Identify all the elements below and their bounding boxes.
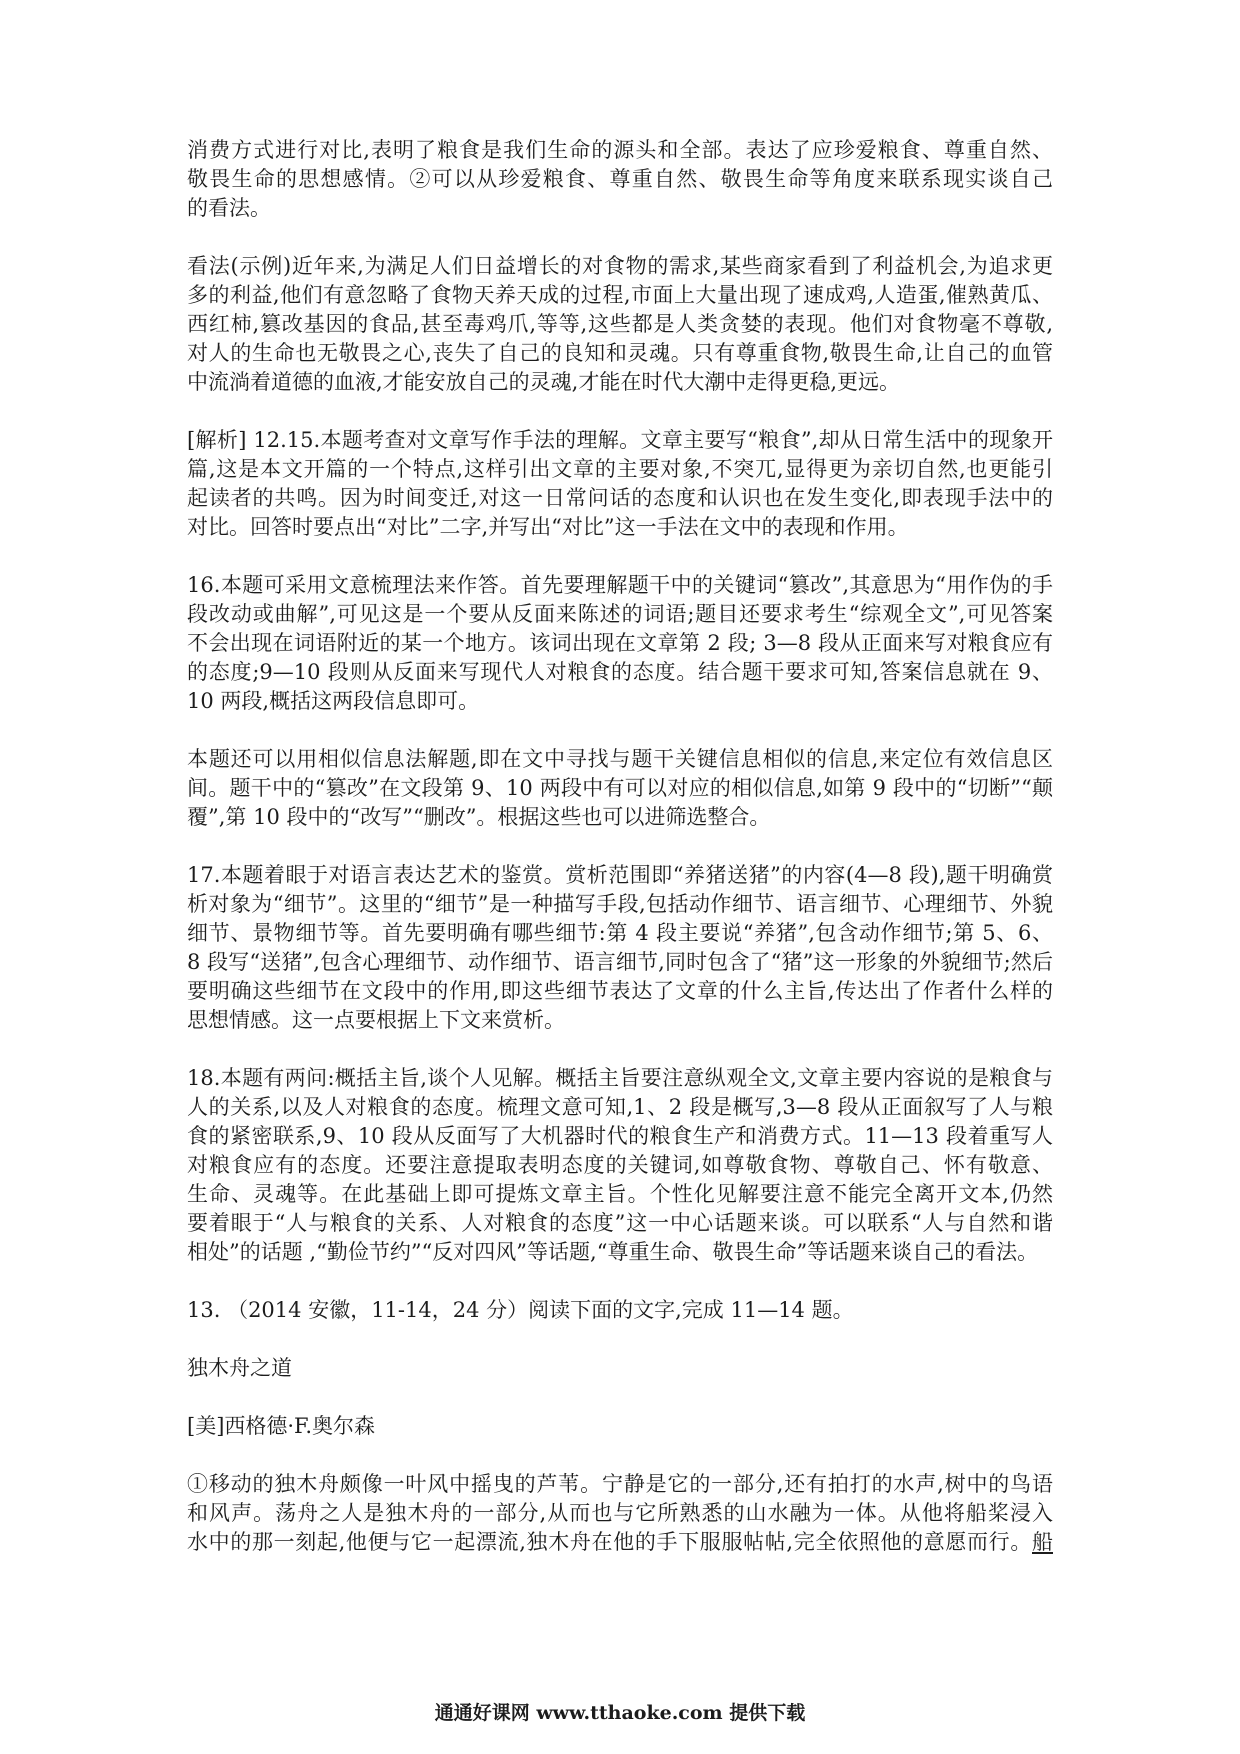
text-line: 本题还可以用相似信息法解题,即在文中寻找与题干关键信息相似的信息,来定位有效信息区 [187, 747, 1053, 771]
text-line: [美]西格德·F.奥尔森 [187, 1414, 376, 1438]
text-line: 篇,这是本文开篇的一个特点,这样引出文章的主要对象,不突兀,显得更为亲切自然,也更能引 [187, 457, 1053, 481]
text-line: ①移动的独木舟颇像一叶风中摇曳的芦苇。宁静是它的一部分,还有拍打的水声,树中的鸟语 [187, 1472, 1053, 1496]
text-line: 相处”的话题 ,“勤俭节约”“反对四风”等话题,“尊重生命、敬畏生命”等话题来谈自己的看法。 [187, 1240, 1039, 1264]
analysis-q16-paragraph [187, 571, 1053, 716]
text-line: 起读者的共鸣。因为时间变迁,对这一日常问话的态度和认识也在发生变化,即表现手法中的 [187, 486, 1053, 510]
text-line: 不会出现在词语附近的某一个地方。该词出现在文章第 2 段; 3—8 段从正面来写对粮食应有 [187, 631, 1053, 655]
text-line: 西红柿,篡改基因的食品,甚至毒鸡爪,等等,这些都是人类贪婪的表现。他们对食物毫不尊敬, [187, 312, 1053, 336]
text-line: 8 段写“送猪”,包含心理细节、动作细节、语言细节,同时包含了“猪”这一形象的外貌细节;然后 [187, 950, 1053, 974]
text-line: 要明确这些细节在文段中的作用,即这些细节表达了文章的什么主旨,传达出了作者什么样的 [187, 979, 1053, 1003]
text-line: 多的利益,他们有意忽略了食物天养天成的过程,市面上大量出现了速成鸡,人造蛋,催熟黄瓜、 [187, 283, 1053, 307]
example-view-paragraph [187, 252, 1053, 397]
question-13-heading [187, 1296, 1053, 1325]
text-line: 要着眼于“人与粮食的关系、人对粮食的态度”这一中心话题来谈。可以联系“人与自然和谐 [187, 1211, 1053, 1235]
text-line: 看法(示例)近年来,为满足人们日益增长的对食物的需求,某些商家看到了利益机会,为追求更 [187, 254, 1053, 278]
text-line: 16.本题可采用文意梳理法来作答。首先要理解题干中的关键词“篡改”,其意思为“用作伪的手 [187, 573, 1053, 597]
footer-source: 通通好课网 www.tthaoke.com 提供下载 [434, 1702, 806, 1724]
analysis-q18-paragraph [187, 1064, 1053, 1267]
text-line: 人的关系,以及人对粮食的态度。梳理文意可知,1、2 段是概写,3—8 段从正面叙写了人与粮 [187, 1095, 1053, 1119]
text-line: 覆”,第 10 段中的“改写”“删改”。根据这些也可以进筛选整合。 [187, 805, 771, 829]
passage-author [187, 1412, 1053, 1441]
text-line: 细节、景物细节等。首先要明确有哪些细节:第 4 段主要说“养猪”,包含动作细节;第 5、6、 [187, 921, 1053, 945]
text-line: 对人的生命也无敬畏之心,丧失了自己的良知和灵魂。只有尊重食物,敬畏生命,让自己的血管 [187, 341, 1053, 365]
text-line: 的态度;9—10 段则从反面来写现代人对粮食的态度。结合题干要求可知,答案信息就在 9、 [187, 660, 1053, 684]
text-line: 的看法。 [187, 196, 271, 220]
text-line: 段改动或曲解”,可见这是一个要从反面来陈述的词语;题目还要求考生“综观全文”,可见答案 [187, 602, 1053, 626]
text-line: 消费方式进行对比,表明了粮食是我们生命的源头和全部。表达了应珍爱粮食、尊重自然、 [187, 138, 1053, 162]
text-line: 食的紧密联系,9、10 段从反面写了大机器时代的粮食生产和消费方式。11—13 段着重写人 [187, 1124, 1053, 1148]
text-line-content: 水中的那一刻起,他便与它一起漂流,独木舟在他的手下服服帖帖,完全依照他的意愿而行。 [187, 1530, 1032, 1554]
analysis-q17-paragraph [187, 861, 1053, 1035]
text-line: 思想情感。这一点要根据上下文来赏析。 [187, 1008, 565, 1032]
text-line: 中流淌着道德的血液,才能安放自己的灵魂,才能在时代大潮中走得更稳,更远。 [187, 370, 901, 394]
text-line: [解析] 12.15.本题考查对文章写作手法的理解。文章主要写“粮食”,却从日常生活中的现象开 [187, 428, 1053, 452]
text-line: 独木舟之道 [187, 1356, 292, 1380]
text-line [187, 1528, 1053, 1557]
text-line: 生命、灵魂等。在此基础上即可提炼文章主旨。个性化见解要注意不能完全离开文本,仍然 [187, 1182, 1053, 1206]
passage-title [187, 1354, 1053, 1383]
passage-paragraph-1 [187, 1470, 1053, 1557]
text-line: 间。题干中的“篡改”在文段第 9、10 两段中有可以对应的相似信息,如第 9 段中的“切断”“颠 [187, 776, 1053, 800]
text-line: 17.本题着眼于对语言表达艺术的鉴赏。赏析范围即“养猪送猪”的内容(4—8 段),题干明确赏 [187, 863, 1053, 887]
text-line: 敬畏生命的思想感情。②可以从珍爱粮食、尊重自然、敬畏生命等角度来联系现实谈自己 [187, 167, 1053, 191]
answer-paragraph [187, 136, 1053, 223]
text-line: 13. （2014 安徽，11-14，24 分）阅读下面的文字,完成 11—14 题。 [187, 1298, 854, 1322]
document-body [187, 136, 1053, 1586]
analysis-q12-15-paragraph [187, 426, 1053, 542]
text-line: 析对象为“细节”。这里的“细节”是一种描写手段,包括动作细节、语言细节、心理细节、外貌 [187, 892, 1053, 916]
text-line: 对比。回答时要点出“对比”二字,并写出“对比”这一手法在文中的表现和作用。 [187, 515, 909, 539]
underlined-text: 船 [1032, 1530, 1053, 1554]
text-line: 和风声。荡舟之人是独木舟的一部分,从而也与它所熟悉的山水融为一体。从他将船桨浸入 [187, 1501, 1053, 1525]
analysis-q16-alternative-paragraph [187, 745, 1053, 832]
text-line: 对粮食应有的态度。还要注意提取表明态度的关键词,如尊敬食物、尊敬自己、怀有敬意、 [187, 1153, 1053, 1177]
text-line: 18.本题有两问:概括主旨,谈个人见解。概括主旨要注意纵观全文,文章主要内容说的是粮食与 [187, 1066, 1053, 1090]
text-line: 10 两段,概括这两段信息即可。 [187, 689, 480, 713]
